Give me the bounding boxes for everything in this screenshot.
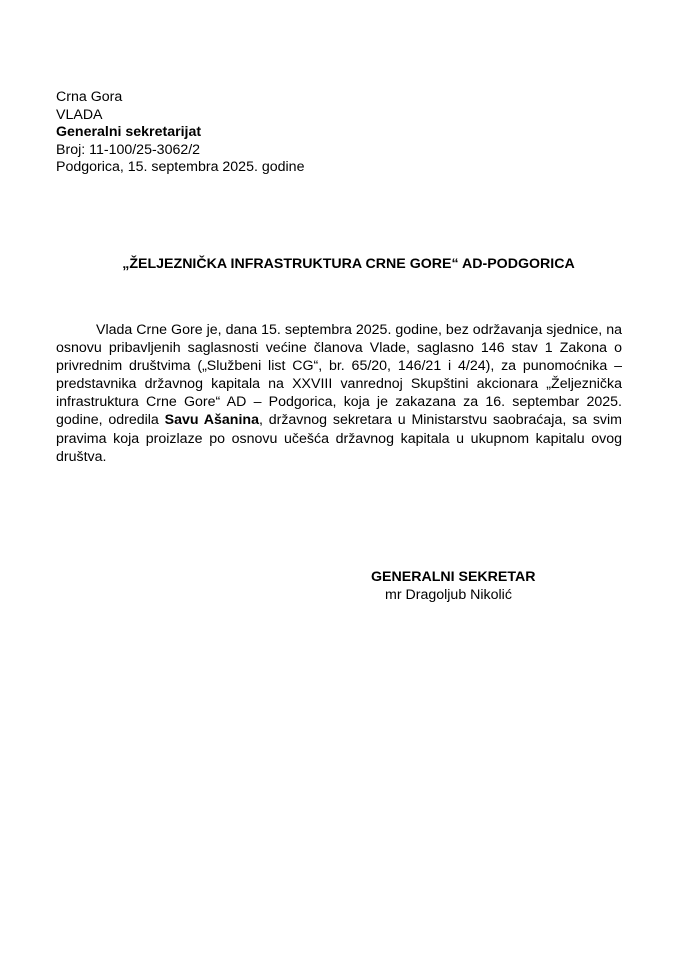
document-header: [56, 89, 304, 177]
paragraph-text-before: Vlada Crne Gore je, dana 15. septembra 2025. godine, bez održavanja sjednice, na osnovu pribavljenih saglasnosti većine članova Vlade, saglasno 146 stav 1 Zakona o privrednim društvima („Službeni list CG“, br. 65/20, 146/21 i 4/24), za punomoćnika – predstavnika državnog kapitala na XXVIII vanrednoj Skupštini akcionara „Željeznička infrastruktura Crne Gore“ AD – Podgorica, koja je zakazana za 16. septembar 2025. godine, odredila: [56, 322, 622, 429]
signatory-name: mr Dragoljub Nikolić: [385, 586, 512, 603]
country-name: Crna Gora: [56, 89, 123, 105]
paragraph-text-after: , državnog sekretara u Ministarstvu saobraćaja, sa svim pravima koja proizlaze po osnovu učešća državnog kapitala u ukupnom kapitalu ovog društva.: [56, 412, 622, 465]
appointee-name: Savu Ašanina: [164, 412, 259, 429]
signature-block: [371, 569, 535, 604]
place-and-date: Podgorica, 15. septembra 2025. godine: [56, 159, 305, 176]
decision-paragraph: [56, 321, 622, 466]
document-title: „ŽELJEZNIČKA INFRASTRUKTURA CRNE GORE“ AD-PODGORICA: [122, 256, 575, 272]
department-name: Generalni sekretarijat: [56, 124, 202, 141]
institution-name: VLADA: [56, 106, 103, 123]
reference-number: Broj: 11-100/25-3062/2: [56, 141, 201, 158]
signatory-title: GENERALNI SEKRETAR: [371, 569, 536, 585]
